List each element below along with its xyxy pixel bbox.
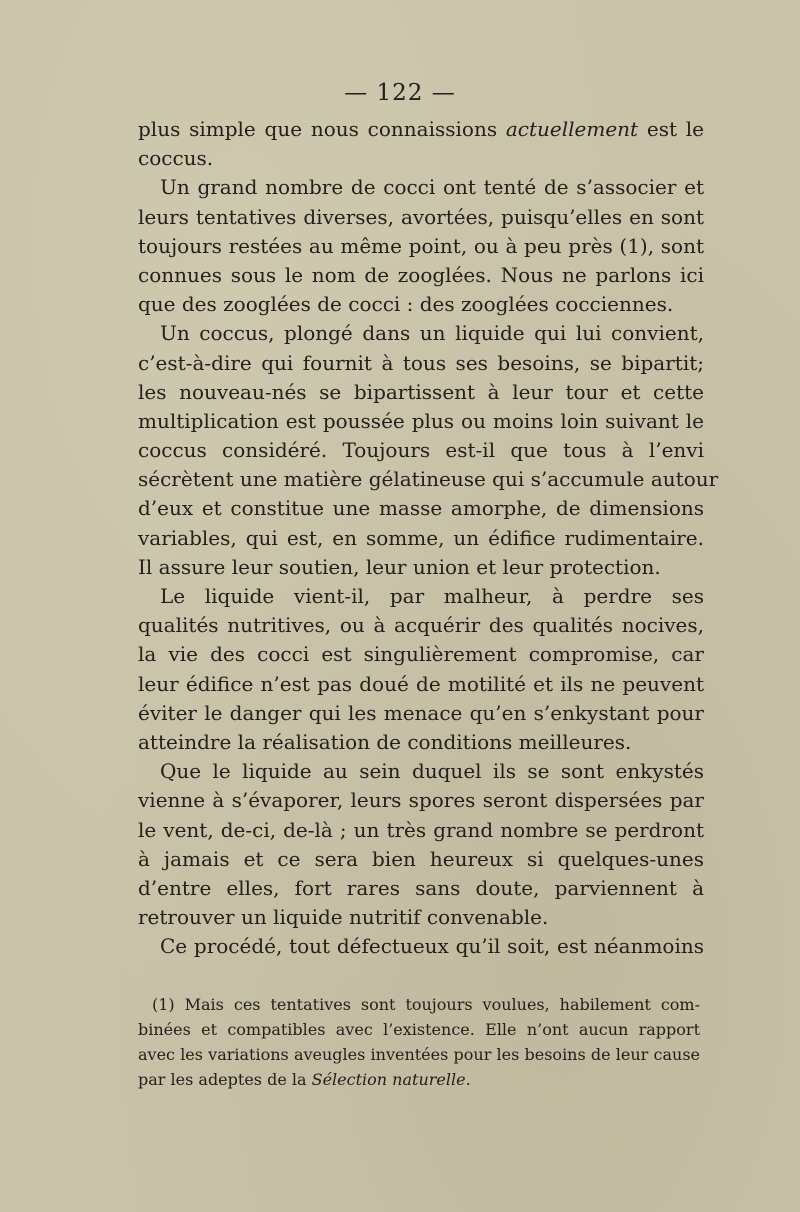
text-line <box>138 903 704 932</box>
text-line <box>138 203 704 232</box>
text-segment: par les adeptes de la <box>138 1070 312 1089</box>
text-line <box>138 494 704 523</box>
italic-segment: actuellement <box>505 117 639 141</box>
text-segment: Que le liquide au sein duquel ils se sont enkystés <box>160 759 704 784</box>
text-line <box>138 261 704 290</box>
text-line <box>138 640 704 669</box>
text-segment: leurs tentatives diverses, avortées, puisqu’elles en sont <box>138 204 704 229</box>
text-segment: Le liquide vient-il, par malheur, à perdre ses <box>160 584 704 608</box>
text-segment: c’est-à-dire qui fournit à tous ses besoins, se bipartit; <box>138 350 704 375</box>
text-segment: Il assure leur soutien, leur union et leur protection. <box>138 554 661 579</box>
text-line <box>138 932 704 961</box>
text-segment: vienne à s’évaporer, leurs spores seront dispersées par <box>138 788 704 813</box>
text-line <box>138 465 719 494</box>
main-text <box>138 115 719 961</box>
text-line <box>138 553 704 582</box>
text-segment: multiplication est poussée plus ou moins loin suivant le <box>138 408 704 433</box>
footnote-line <box>138 1042 700 1067</box>
text-line <box>138 699 704 728</box>
text-segment: qualités nutritives, ou à acquérir des qualités nocives, <box>138 613 704 638</box>
text-line <box>138 378 704 407</box>
text-segment: les nouveau-nés se bipartissent à leur tour et cette <box>138 379 704 404</box>
text-segment: Un grand nombre de cocci ont tenté de s’associer et <box>160 175 704 200</box>
text-segment: . <box>465 1070 471 1089</box>
text-segment: retrouver un liquide nutritif convenable. <box>138 905 549 930</box>
text-line <box>138 611 704 640</box>
text-segment: d’entre elles, fort rares sans doute, parviennent à <box>138 875 704 900</box>
footnote-line <box>138 992 700 1017</box>
text-line <box>138 728 704 757</box>
text-segment: avec les variations aveugles inventées pour les besoins de leur cause <box>138 1045 700 1064</box>
text-segment: la vie des cocci est singulièrement compromise, car <box>138 642 704 667</box>
text-line <box>138 173 704 202</box>
text-segment: connues sous le nom de zooglées. Nous ne parlons ici <box>138 262 704 287</box>
page-number: — 122 — <box>344 80 456 106</box>
text-segment: le vent, de-ci, de-là ; un très grand nombre se perdront <box>138 817 704 842</box>
footnote-line <box>138 1067 700 1092</box>
text-line <box>138 232 704 261</box>
text-line <box>138 582 704 611</box>
text-line <box>138 115 704 144</box>
text-line <box>138 349 704 378</box>
text-segment: variables, qui est, en somme, un édifice rudimentaire. <box>138 525 704 550</box>
text-segment: leur édifice n’est pas doué de motilité et ils ne peuvent <box>138 671 704 696</box>
text-line <box>138 786 704 815</box>
text-line <box>138 816 704 845</box>
text-segment: que des zooglées de cocci : des zooglées cocciennes. <box>138 292 674 317</box>
text-line <box>138 845 704 874</box>
text-line <box>138 144 704 173</box>
text-line <box>138 874 704 903</box>
text-line <box>138 290 704 319</box>
text-line <box>138 436 704 465</box>
text-segment: toujours restées au même point, ou à peu près (1), sont <box>138 233 704 258</box>
text-line <box>138 524 704 553</box>
text-segment: binées et compatibles avec l’existence. Elle n’ont aucun rapport <box>138 1020 700 1039</box>
text-segment: sécrètent une matière gélatineuse qui s’accumule autour <box>138 467 719 492</box>
footnote <box>138 992 700 1092</box>
italic-segment: Sélection naturelle <box>311 1070 466 1089</box>
text-segment: coccus. <box>138 146 214 171</box>
text-segment: éviter le danger qui les menace qu’en s’enkystant pour <box>138 700 704 725</box>
text-line <box>138 319 704 348</box>
text-segment: Un coccus, plongé dans un liquide qui lui convient, <box>160 321 704 346</box>
text-segment: est le <box>638 117 704 141</box>
text-segment: (1) Mais ces tentatives sont toujours voulues, habilement com- <box>152 995 700 1014</box>
text-line <box>138 407 704 436</box>
text-segment: à jamais et ce sera bien heureux si quelques-unes <box>138 846 704 871</box>
text-segment: plus simple que nous connaissions <box>138 117 506 141</box>
text-segment: d’eux et constitue une masse amorphe, de dimensions <box>138 496 704 521</box>
text-segment: Ce procédé, tout défectueux qu’il soit, est néanmoins <box>160 934 704 959</box>
text-line <box>138 670 704 699</box>
footnote-line <box>138 1017 700 1042</box>
text-line <box>138 757 704 786</box>
text-segment: coccus considéré. Toujours est-il que tous à l’envi <box>138 438 704 463</box>
text-segment: atteindre la réalisation de conditions meilleures. <box>138 729 632 754</box>
